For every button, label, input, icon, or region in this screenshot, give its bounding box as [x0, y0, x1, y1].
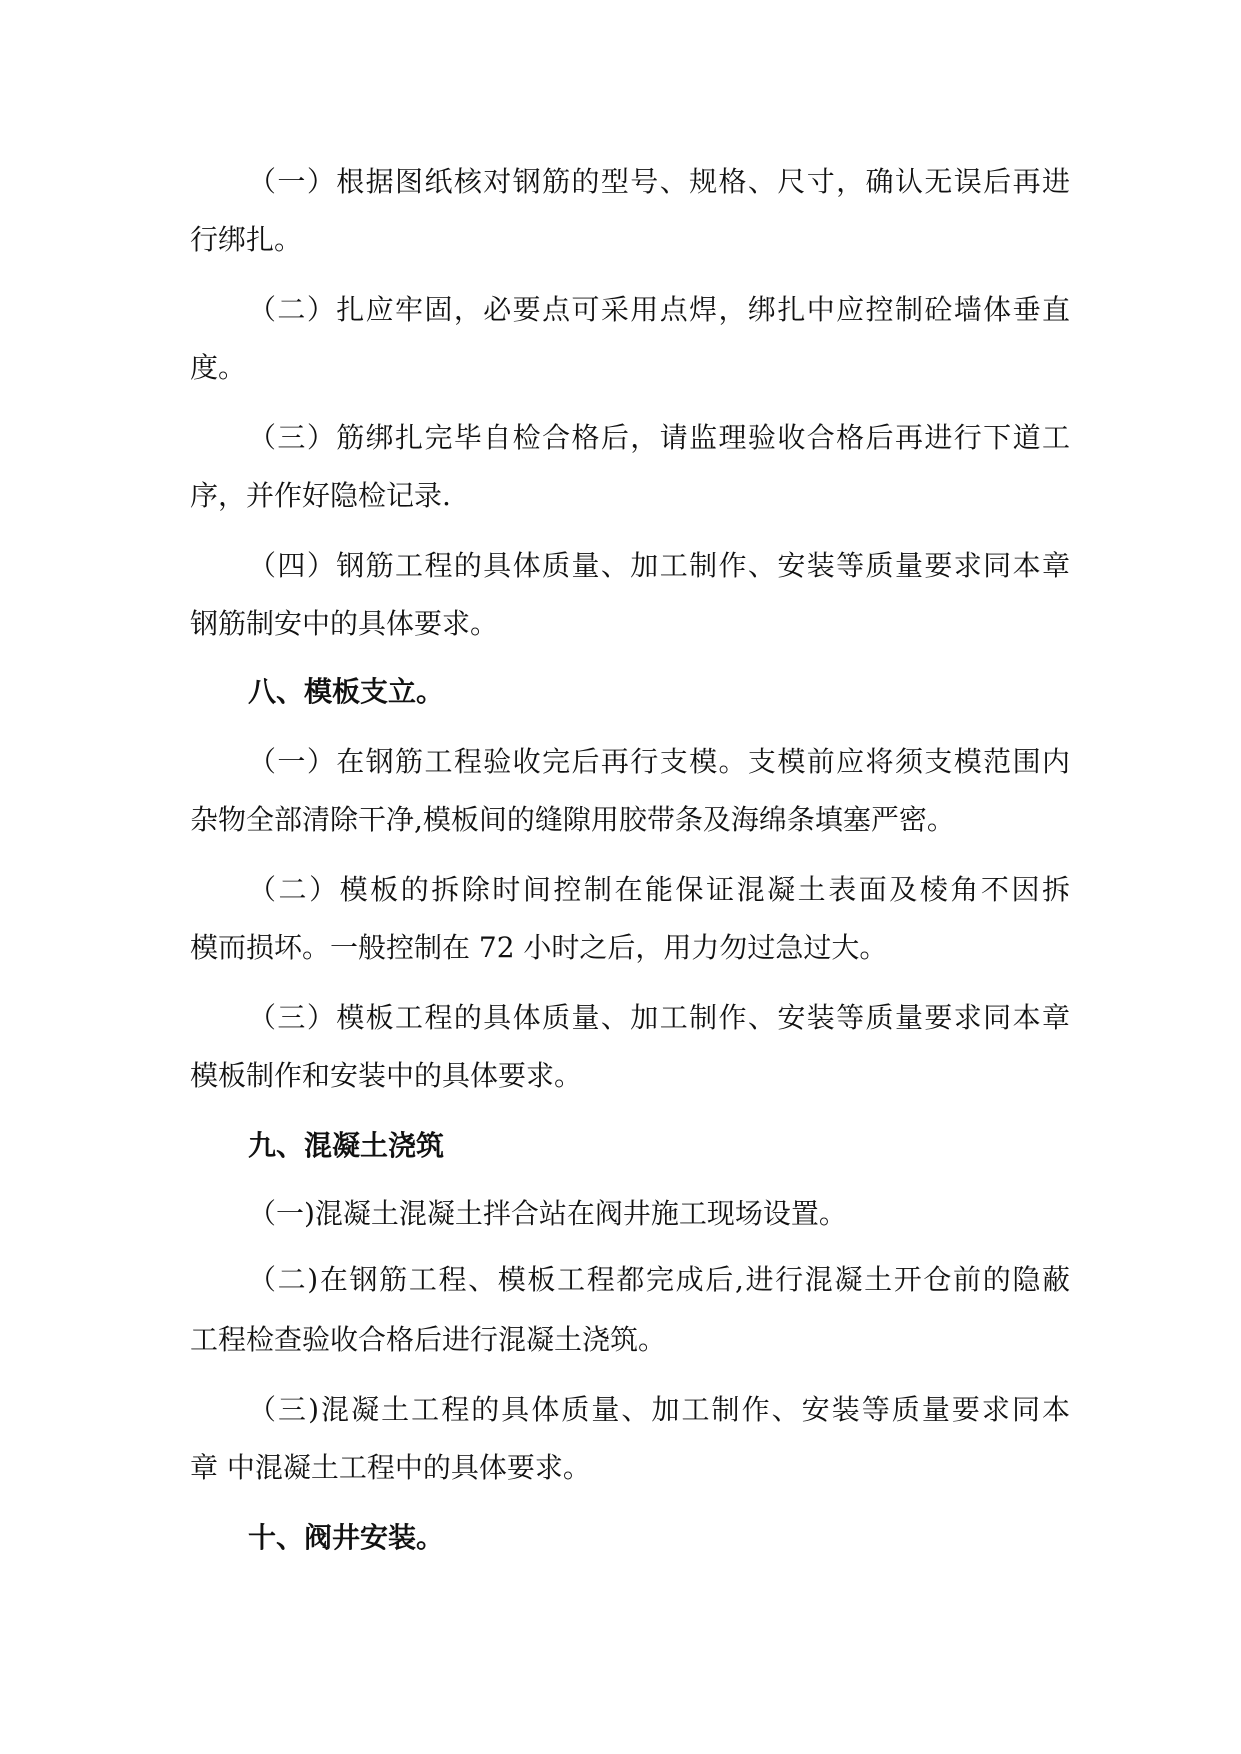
paragraph-line: （一）在钢筋工程验收完后再行支模。支模前应将须支模范围内 [248, 745, 1070, 778]
paragraph-line: （四）钢筋工程的具体质量、加工制作、安装等质量要求同本章 [248, 549, 1070, 582]
paragraph-line: 模而损坏。一般控制在 72 小时之后，用力勿过急过大。 [190, 931, 888, 964]
paragraph-line: （二）扎应牢固，必要点可采用点焊，绑扎中应控制砼墙体垂直 [248, 293, 1070, 326]
paragraph-line: （一)混凝土混凝土拌合站在阀井施工现场设置。 [248, 1197, 847, 1230]
paragraph-line: （三）筋绑扎完毕自检合格后，请监理验收合格后再进行下道工 [248, 421, 1070, 454]
section-heading: 九、混凝土浇筑 [248, 1129, 445, 1162]
paragraph-line: 行绑扎。 [190, 223, 303, 256]
paragraph-line: （二)在钢筋工程、模板工程都完成后,进行混凝土开仓前的隐蔽 [248, 1263, 1070, 1296]
section-heading: 八、模板支立。 [248, 675, 445, 708]
paragraph-line: 度。 [190, 351, 247, 384]
section-heading: 十、阀井安装。 [248, 1521, 445, 1554]
paragraph-line: （二）模板的拆除时间控制在能保证混凝土表面及棱角不因拆 [248, 873, 1070, 906]
paragraph-line: 序，并作好隐检记录. [190, 479, 451, 512]
paragraph-line: 模板制作和安装中的具体要求。 [190, 1059, 583, 1092]
paragraph-line: （三)混凝土工程的具体质量、加工制作、安装等质量要求同本 [248, 1393, 1070, 1426]
paragraph-line: 章 中混凝土工程中的具体要求。 [190, 1451, 591, 1484]
paragraph-line: 钢筋制安中的具体要求。 [190, 607, 499, 640]
paragraph-line: （一）根据图纸核对钢筋的型号、规格、尺寸，确认无误后再进 [248, 165, 1070, 198]
paragraph-line: 杂物全部清除干净,模板间的缝隙用胶带条及海绵条填塞严密。 [190, 803, 955, 836]
paragraph-line: 工程检查验收合格后进行混凝土浇筑。 [190, 1323, 667, 1356]
paragraph-line: （三）模板工程的具体质量、加工制作、安装等质量要求同本章 [248, 1001, 1070, 1034]
